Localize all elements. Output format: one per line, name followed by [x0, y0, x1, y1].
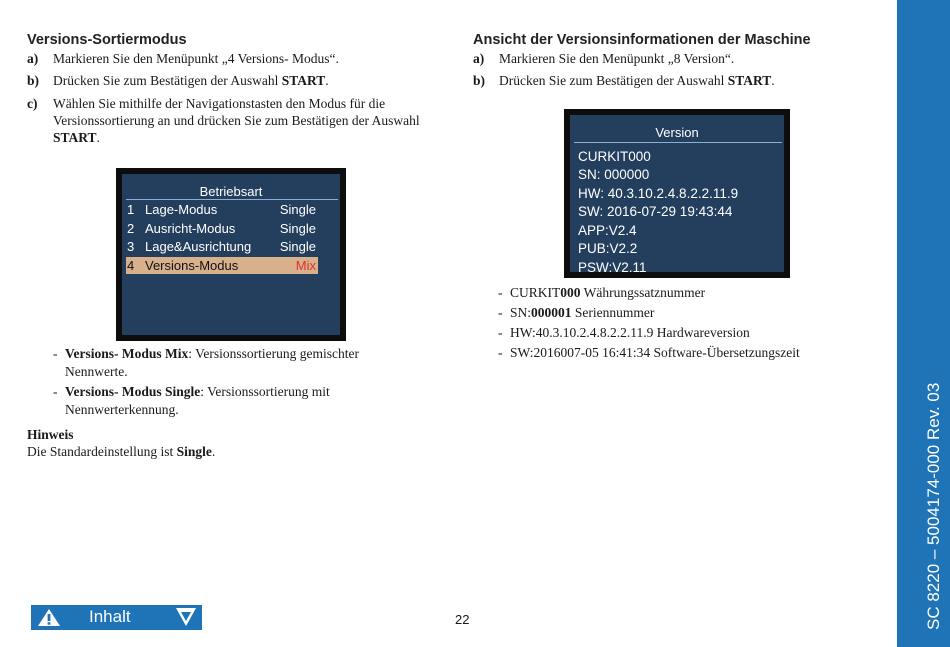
right-bullet-sw — [498, 344, 878, 362]
right-bullet-sn — [498, 304, 858, 322]
row-name: Ausricht-Modus — [145, 221, 236, 236]
contents-nav-bar[interactable] — [31, 605, 202, 630]
bullet-dash: - — [498, 305, 503, 320]
row-name: Lage-Modus — [145, 202, 218, 217]
step-text: Markieren Sie den Menüpunkt „8 Version“. — [499, 51, 735, 66]
bullet-dash: - — [498, 285, 503, 300]
version-line-curkit: CURKIT000 — [578, 149, 651, 164]
bullet-dash: - — [53, 384, 58, 399]
step-marker: b) — [27, 73, 40, 88]
bullet-dash: - — [53, 346, 58, 361]
step-text: Drücken Sie zum Bestätigen der Auswahl START. — [499, 73, 775, 88]
menu-row-ausricht-modus — [126, 220, 318, 237]
step-marker: c) — [27, 96, 38, 111]
row-name: Versions-Modus — [145, 258, 239, 273]
step-text: Markieren Sie den Menüpunkt „4 Versions- Modus“. — [53, 51, 339, 66]
bullet-dash: - — [498, 325, 503, 340]
bullet-text: SN:000001 Seriennummer — [510, 305, 655, 320]
version-line-pub: PUB:V2.2 — [578, 241, 638, 256]
bullet-text: Versions- Modus Single: Versionssortierung mit Nennwerterkennung. — [65, 384, 330, 417]
menu-row-lage-modus — [126, 201, 318, 218]
right-bullet-curkit — [498, 284, 858, 302]
left-bullet-mix — [53, 345, 413, 381]
bullet-text: Versions- Modus Mix: Versionssortierung gemischter Nennwerte. — [65, 346, 359, 379]
warning-triangle-icon[interactable] — [37, 608, 61, 627]
version-line-app: APP:V2.4 — [578, 223, 637, 238]
left-step-b — [27, 72, 447, 89]
page-number: 22 — [455, 612, 470, 627]
bullet-text: SW:2016007-05 16:41:34 Software-Übersetzungszeit — [510, 345, 800, 360]
row-value: Single — [279, 202, 316, 217]
row-name: Lage&Ausrichtung — [145, 239, 252, 254]
bullet-dash: - — [498, 345, 503, 360]
row-value: Single — [279, 221, 316, 236]
left-bullet-single — [53, 383, 413, 419]
right-heading: Ansicht der Versionsinformationen der Maschine — [473, 32, 811, 48]
step-marker: a) — [27, 51, 39, 66]
operating-mode-screen — [116, 168, 346, 341]
step-text: Wählen Sie mithilfe der Navigationstasten den Modus für die Versionssortierung an und drücken Sie zum Bestätigen der Auswahl START. — [53, 96, 420, 145]
step-marker: a) — [473, 51, 485, 66]
version-line-psw: PSW:V2.11 — [578, 260, 647, 275]
bullet-text: CURKIT000 Währungssatznummer — [510, 285, 706, 300]
screen-divider — [126, 199, 338, 200]
menu-row-lage-ausrichtung — [126, 238, 318, 255]
row-value: Mix — [295, 258, 316, 273]
note-heading: Hinweis — [27, 427, 74, 442]
screen-divider — [574, 142, 782, 143]
left-step-c — [27, 95, 447, 146]
row-number: 1 — [127, 202, 135, 217]
menu-row-versions-modus — [126, 257, 318, 274]
contents-label[interactable]: Inhalt — [89, 607, 131, 626]
step-text: Drücken Sie zum Bestätigen der Auswahl START. — [53, 73, 329, 88]
bullet-text: HW:40.3.10.2.4.8.2.2.11.9 Hardwareversion — [510, 325, 750, 340]
step-marker: b) — [473, 73, 486, 88]
note-text: Die Standardeinstellung ist Single. — [27, 444, 216, 459]
screen-title: Betriebsart — [199, 184, 263, 199]
down-arrow-icon[interactable] — [175, 607, 197, 627]
left-step-a — [27, 50, 447, 67]
version-screen — [564, 109, 790, 278]
right-step-a — [473, 50, 873, 67]
right-bullet-hw — [498, 324, 858, 342]
right-step-b — [473, 72, 873, 89]
row-value: Single — [279, 239, 316, 254]
version-line-sw: SW: 2016-07-29 19:43:44 — [578, 204, 733, 219]
screen-title: Version — [655, 125, 699, 140]
version-line-hw: HW: 40.3.10.2.4.8.2.2.11.9 — [578, 186, 739, 201]
version-line-sn: SN: 000000 — [578, 167, 650, 182]
row-number: 3 — [127, 239, 135, 254]
document-id: SC 8220 – 5004174-000 Rev. 03 — [924, 382, 943, 630]
left-heading: Versions-Sortiermodus — [27, 32, 187, 48]
document-id-sidebar — [897, 0, 950, 647]
row-number: 2 — [127, 221, 135, 236]
row-number: 4 — [127, 258, 135, 273]
